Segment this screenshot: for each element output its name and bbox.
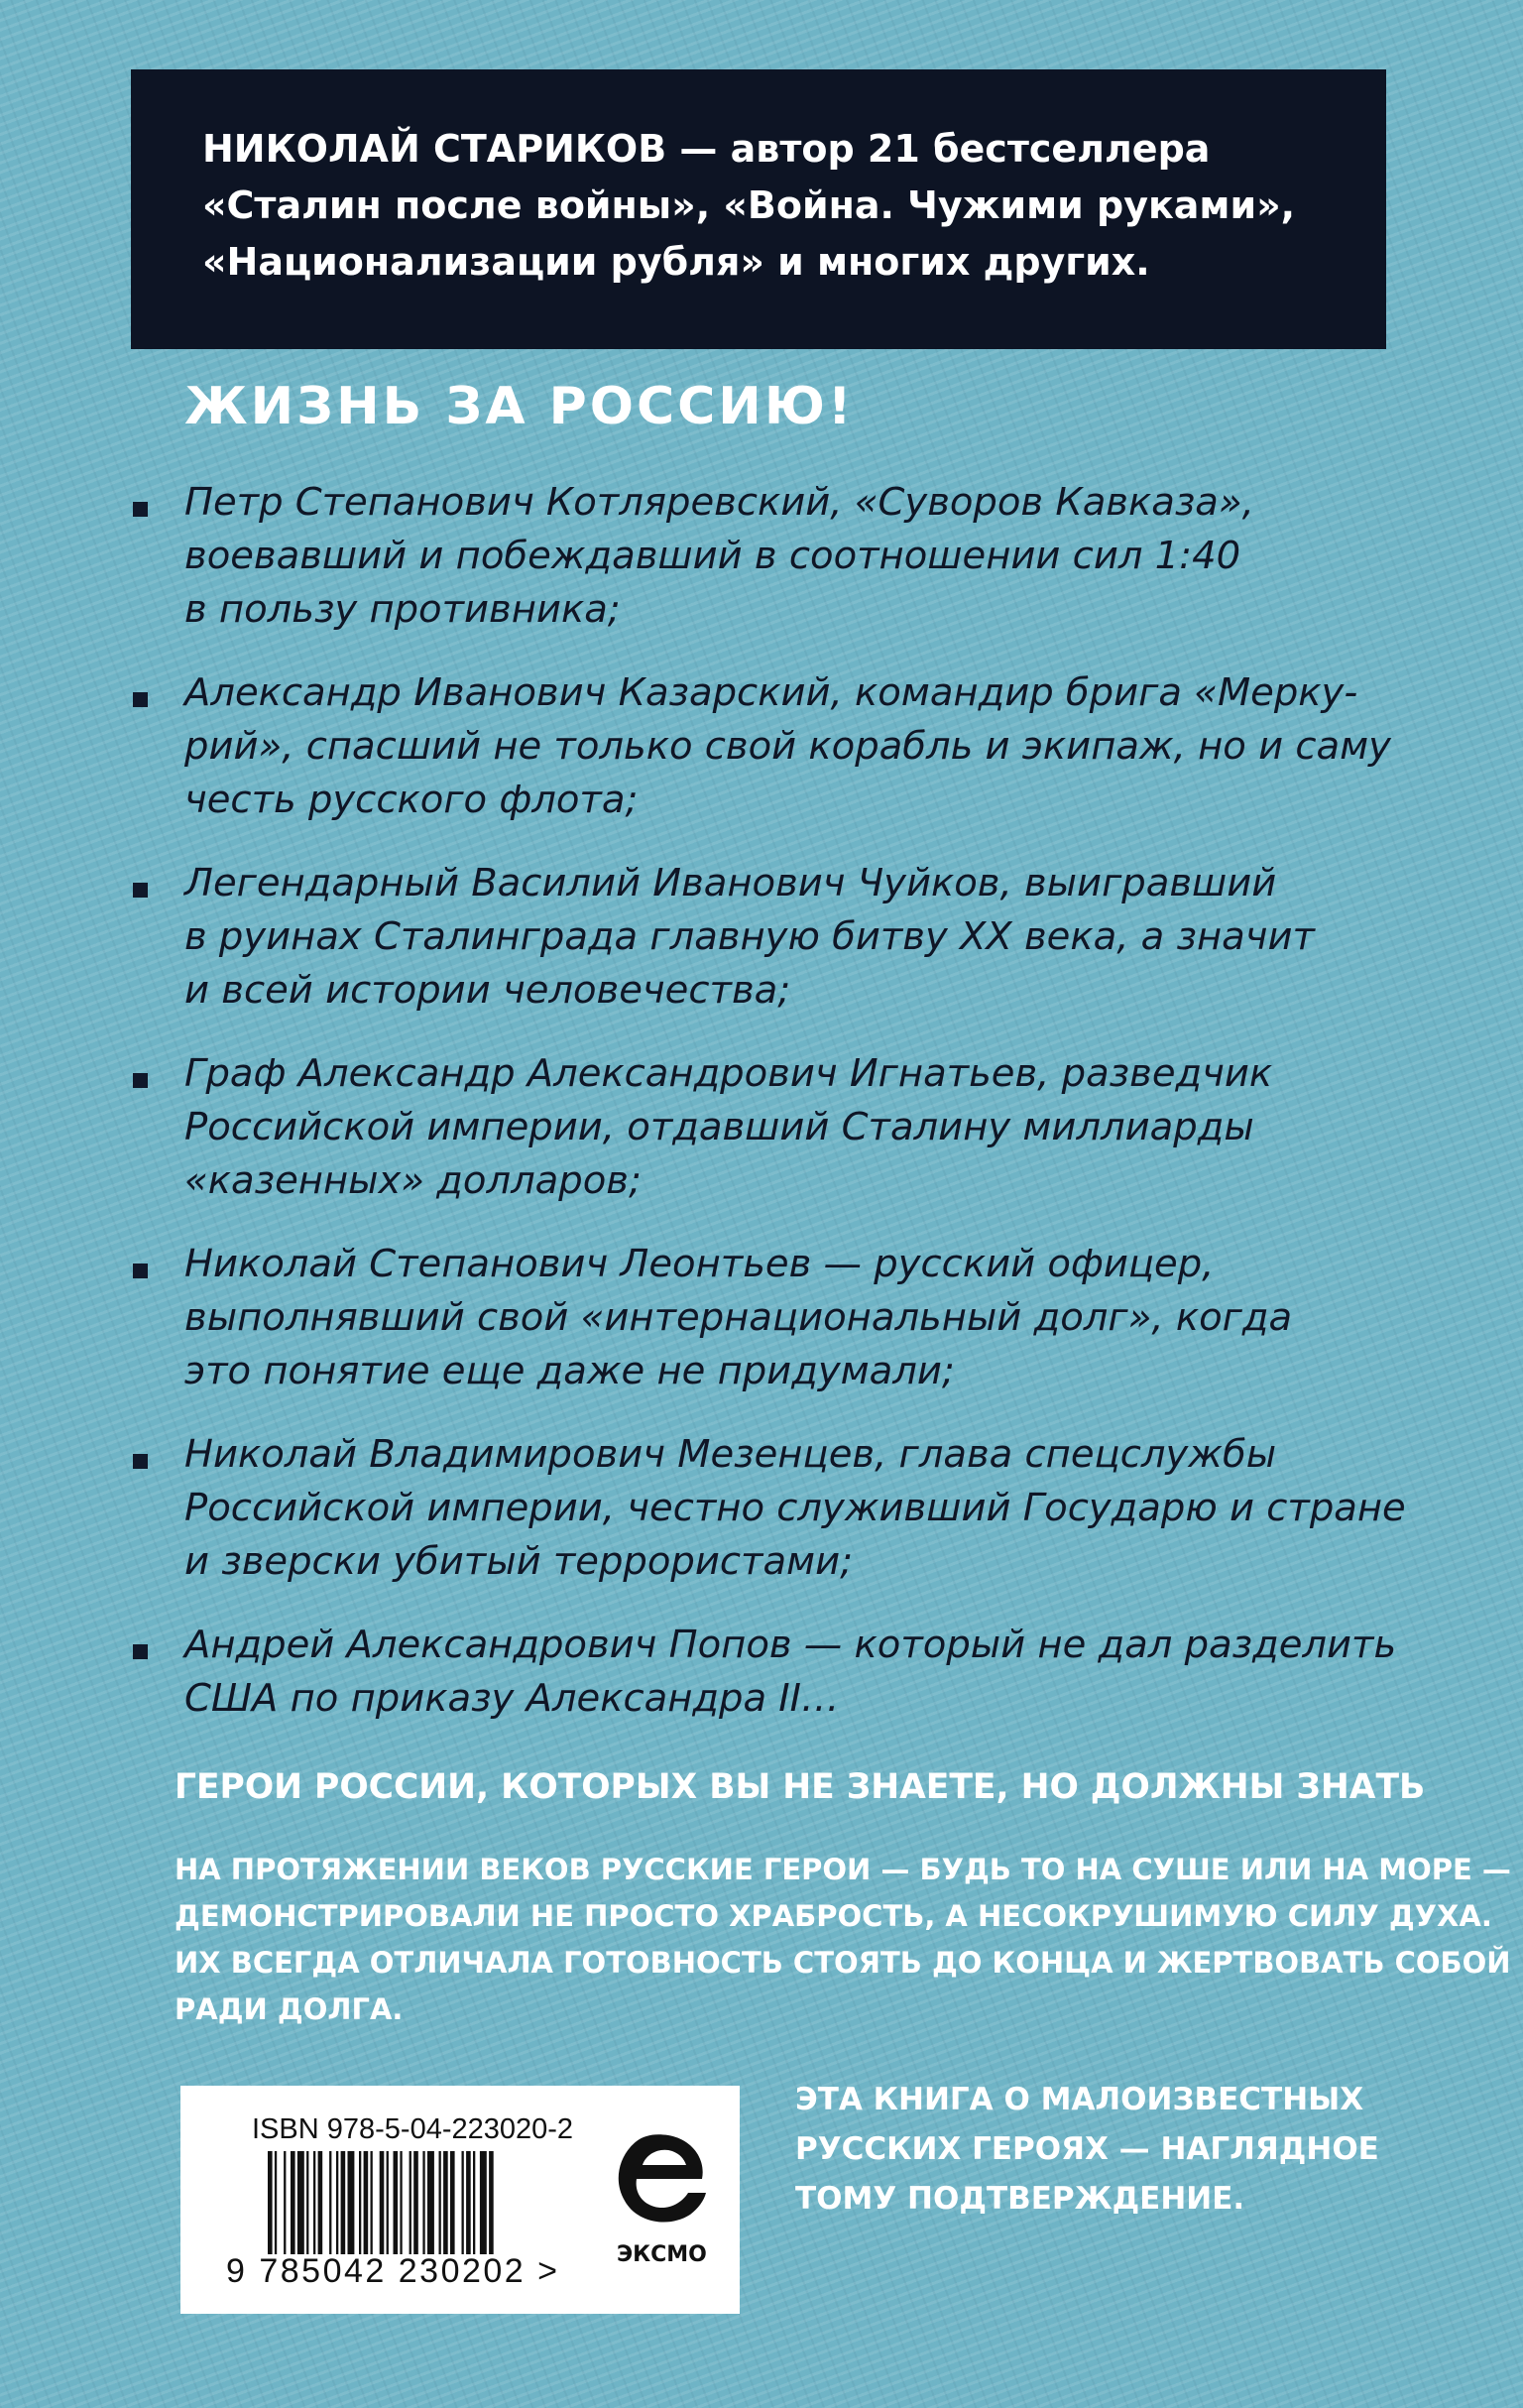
hero-line: «казенных» долларов; [184,1158,642,1203]
hero-line: Николай Владимирович Мезенцев, глава спецслужбы [184,1432,1277,1477]
hero-line: Граф Александр Александрович Игнатьев, разведчик [184,1051,1273,1096]
bullet-icon [133,1264,148,1278]
hero-line: Николай Степанович Леонтьев — русский офицер, [184,1242,1215,1286]
hero-line: Александр Иванович Казарский, командир брига «Мерку- [184,670,1358,715]
barcode-digits: 9 785042 230202 > [226,2252,560,2290]
bullet-icon [133,502,148,517]
description-line: РАДИ ДОЛГА. [175,1992,404,2026]
bullet-icon [133,692,148,707]
isbn-text: ISBN 978-5-04-223020-2 [252,2113,574,2145]
author-line: «Сталин после войны», «Война. Чужими руками», [202,183,1296,227]
subheading: ГЕРОИ РОССИИ, КОТОРЫХ ВЫ НЕ ЗНАЕТЕ, НО ДОЛЖНЫ ЗНАТЬ [175,1767,1426,1807]
closing-line: ЭТА КНИГА О МАЛОИЗВЕСТНЫХ [795,2082,1364,2117]
eksmo-logo-icon [603,2129,720,2238]
hero-line: честь русского флота; [184,778,639,822]
bullet-icon [133,1454,148,1469]
publisher-name: ЭКСМО [617,2242,707,2267]
hero-line: выполнявший свой «интернациональный долг», когда [184,1295,1293,1340]
hero-line: воевавший и побеждавший в соотношении сил 1:40 [184,534,1241,578]
hero-line: рий», спасший не только свой корабль и экипаж, но и саму [184,724,1391,769]
hero-line: это понятие еще даже не придумали; [184,1349,955,1393]
description-line: НА ПРОТЯЖЕНИИ ВЕКОВ РУССКИЕ ГЕРОИ — БУДЬ ТО НА СУШЕ ИЛИ НА МОРЕ — [175,1853,1511,1886]
bullet-icon [133,1644,148,1659]
bullet-icon [133,1073,148,1088]
author-box [131,69,1386,349]
hero-line: в руинах Сталинграда главную битву XX века, а значит [184,914,1315,959]
hero-line: и зверски убитый террористами; [184,1539,854,1584]
bullet-icon [133,883,148,898]
hero-line: Легендарный Василий Иванович Чуйков, выигравший [184,861,1277,905]
closing-statement [795,2075,1379,2224]
barcode-panel [180,2086,740,2314]
author-line: НИКОЛАЙ СТАРИКОВ — автор 21 бестселлера [202,127,1211,171]
hero-line: в пользу противника; [184,587,621,632]
barcode-icon [268,2151,565,2254]
hero-line: США по приказу Александра II… [184,1676,840,1721]
hero-line: Петр Степанович Котляревский, «Суворов Кавказа», [184,480,1254,525]
description [175,1847,1511,2033]
description-line: ИХ ВСЕГДА ОТЛИЧАЛА ГОТОВНОСТЬ СТОЯТЬ ДО КОНЦА И ЖЕРТВОВАТЬ СОБОЙ [175,1946,1511,1980]
hero-line: Российской империи, честно служивший Государю и стране [184,1486,1406,1530]
closing-line: РУССКИХ ГЕРОЯХ — НАГЛЯДНОЕ [795,2131,1379,2167]
headline: ЖИЗНЬ ЗА РОССИЮ! [184,377,855,436]
hero-line: Андрей Александрович Попов — который не дал разделить [184,1623,1397,1667]
author-line: «Национализации рубля» и многих других. [202,240,1150,284]
hero-line: Российской империи, отдавший Сталину миллиарды [184,1105,1254,1149]
description-line: ДЕМОНСТРИРОВАЛИ НЕ ПРОСТО ХРАБРОСТЬ, А НЕСОКРУШИМУЮ СИЛУ ДУХА. [175,1899,1492,1933]
closing-line: ТОМУ ПОДТВЕРЖДЕНИЕ. [795,2181,1245,2217]
hero-line: и всей истории человечества; [184,968,791,1013]
